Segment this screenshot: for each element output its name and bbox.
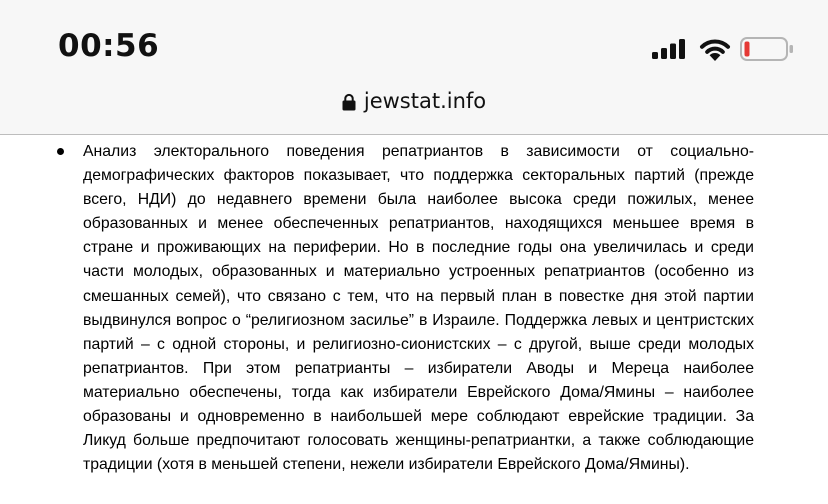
status-bar [0, 0, 828, 85]
article-paragraph: Анализ электорального поведения репатриантов в зависимости от социально-демографических факторов показывает, что поддержка секторальных партий (прежде всего, НДИ) до недавнего времени была наиболее высока среди пожилых, менее образованных и менее обеспеченных репатриантов, находящихся меньшее время в стране и проживающих на периферии. Но в последние годы она увеличилась и среди части молодых, образованных и материально устроенных репатриантов (особенно из смешанных семей), что связано с тем, что на первый план в повестке дня этой партии выдвинулся вопрос о “религиозном засилье” в Израиле. Поддержка левых и центристских партий – с одной стороны, и религиозно-сионистских – с другой, выше среди молодых репатриантов. При этом репатрианты – избиратели Аводы и Мереца наиболее материально обеспечены, тогда как избиратели Еврейского Дома/Ямины – наиболее образованы и одновременно в наибольшей мере соблюдают еврейские традиции. За Ликуд больше предпочитают голосовать женщины-репатриантки, а также соблюдающие традиции (хотя в меньшей степени, нежели избиратели Еврейского Дома/Ямины). [83, 143, 754, 474]
address-bar[interactable] [0, 85, 828, 135]
url-text[interactable]: jewstat.info [363, 89, 487, 113]
address-bar-content[interactable] [0, 89, 828, 113]
status-time: 00:56 [58, 28, 160, 64]
wifi-icon [699, 37, 731, 61]
bullet-marker [57, 148, 64, 155]
page-content [0, 135, 828, 504]
battery-low-icon [740, 37, 794, 61]
lock-icon [342, 93, 356, 111]
signal-icon [652, 39, 688, 59]
